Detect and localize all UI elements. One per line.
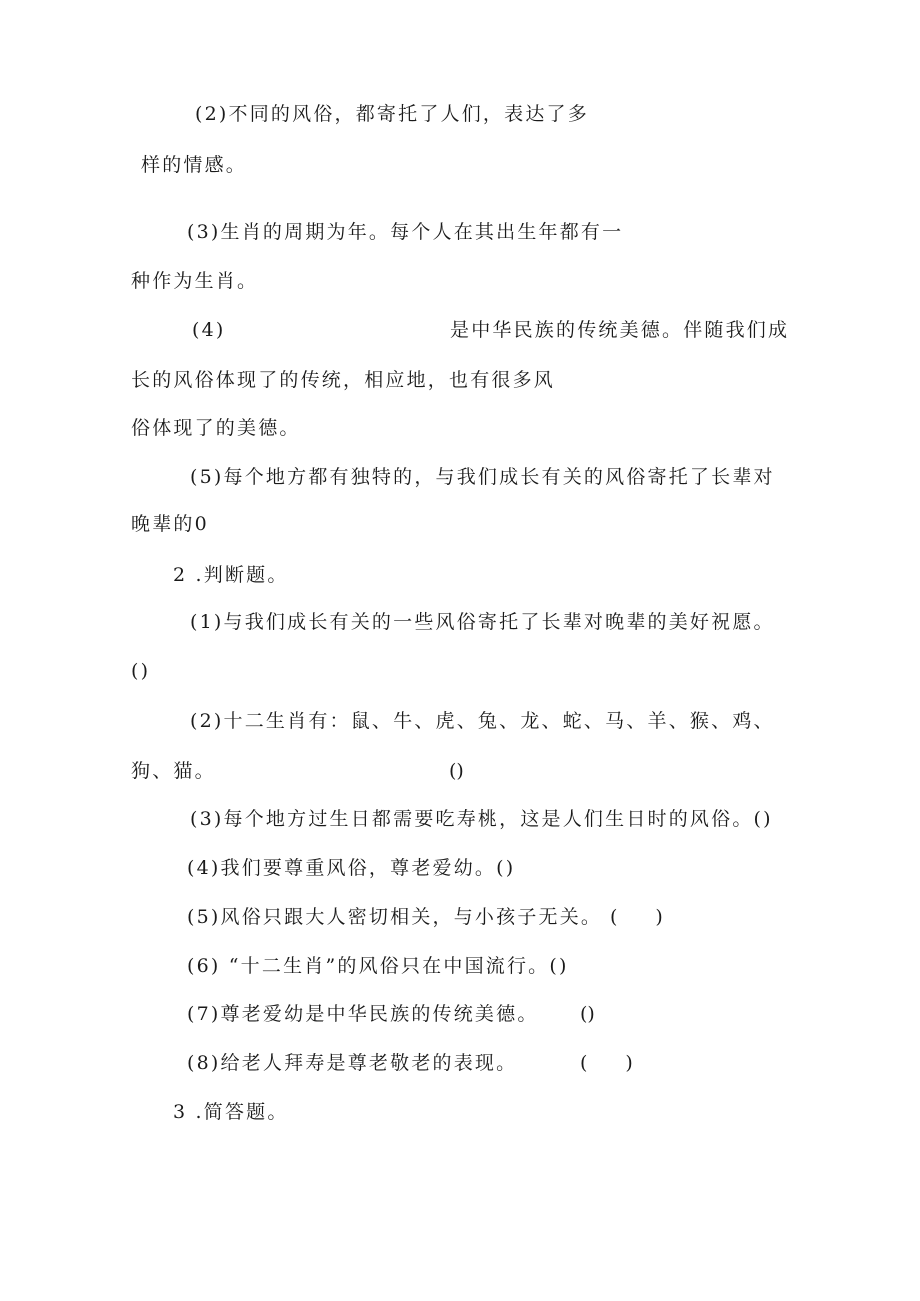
tf-q4: (4)我们要尊重风俗，尊老爱幼。() (187, 857, 516, 879)
fill-q4-line3: 俗体现了的美德。 (131, 417, 301, 439)
fill-q4-line1: 是中华民族的传统美德。伴随我们成 (450, 319, 790, 341)
fill-q2-line1: (2)不同的风俗，都寄托了人们，表达了多 (195, 103, 589, 125)
tf-q5: (5)风俗只跟大人密切相关，与小孩子无关。 (187, 906, 603, 928)
tf-q2-answer-paren[interactable]: () (449, 760, 464, 782)
fill-q5-line2: 晚辈的0 (131, 513, 209, 535)
fill-q5-line1: (5)每个地方都有独特的，与我们成长有关的风俗寄托了长辈对 (190, 466, 775, 488)
tf-q3: (3)每个地方过生日都需要吃寿桃，这是人们生日时的风俗。() (190, 808, 773, 830)
fill-q4-number: (4) (192, 319, 226, 341)
tf-q8: (8)给老人拜寿是尊老敬老的表现。 (187, 1052, 518, 1074)
fill-q4-line2: 长的风俗体现了的传统，相应地，也有很多风 (131, 369, 556, 391)
fill-q2-line2: 样的情感。 (141, 154, 248, 176)
tf-q8-answer-paren[interactable]: ( ) (580, 1052, 633, 1074)
tf-q6: (6) “十二生肖”的风俗只在中国流行。() (187, 955, 569, 977)
fill-q3-line2: 种作为生肖。 (131, 270, 259, 292)
true-false-heading: 2 .判断题。 (173, 564, 289, 586)
tf-q2-line1: (2)十二生肖有：鼠、牛、虎、兔、龙、蛇、马、羊、猴、鸡、 (190, 710, 775, 732)
fill-q3-line1: (3)生肖的周期为年。每个人在其出生年都有一 (187, 221, 624, 243)
tf-q1-answer-paren[interactable]: () (131, 660, 151, 682)
tf-q7-answer-paren[interactable]: () (580, 1003, 595, 1025)
tf-q5-answer-paren[interactable]: ( ) (610, 906, 663, 928)
short-answer-heading: 3 .简答题。 (173, 1101, 289, 1123)
tf-q1-line1: (1)与我们成长有关的一些风俗寄托了长辈对晚辈的美好祝愿。 (190, 611, 775, 633)
tf-q7: (7)尊老爱幼是中华民族的传统美德。 (187, 1003, 539, 1025)
tf-q2-line2: 狗、猫。 (131, 760, 216, 782)
